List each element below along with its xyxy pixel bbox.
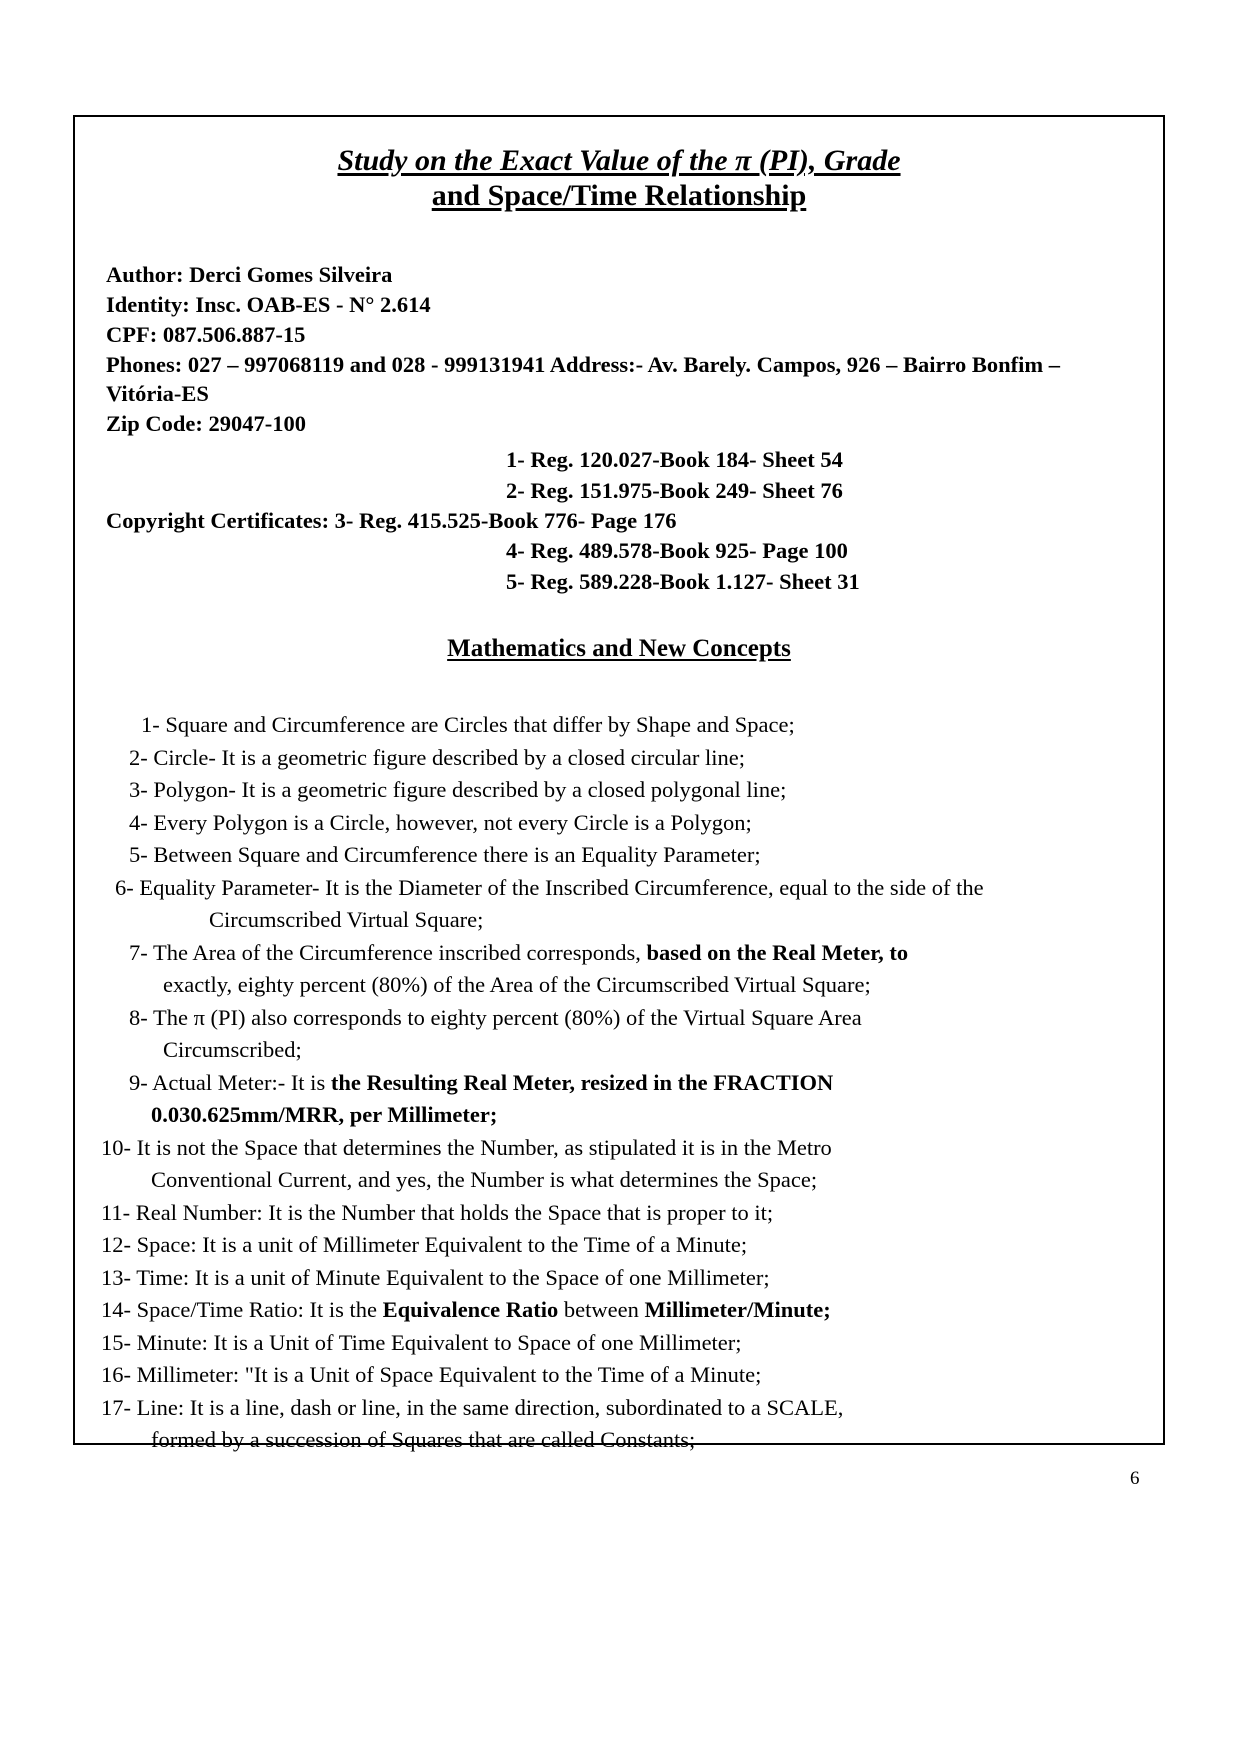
list-item-continuation: Conventional Current, and yes, the Number is what determines the Space; xyxy=(151,1167,818,1193)
list-item xyxy=(101,937,1137,969)
list-item: 10- It is not the Space that determines the Number, as stipulated it is in the Metro xyxy=(101,1134,832,1160)
list-item-emphasis: 0.030.625mm/MRR, per Millimeter; xyxy=(151,1102,498,1128)
list-item: 11- Real Number: It is the Number that holds the Space that is proper to it; xyxy=(101,1199,774,1225)
list-item-text: 7- The Area of the Circumference inscribed corresponds, xyxy=(129,939,647,965)
list-item xyxy=(101,1294,1137,1326)
document-title xyxy=(101,143,1137,214)
list-item-emphasis: Equivalence Ratio xyxy=(382,1297,559,1323)
title-line-2: and Space/Time Relationship xyxy=(431,179,807,213)
certificate-row-5: 5- Reg. 589.228-Book 1.127- Sheet 31 xyxy=(506,568,860,594)
phones-address-line: Phones: 027 – 997068119 and 028 - 999131941 Address:- Av. Barely. Campos, 926 – Bairro Bonfim – Vitória-ES xyxy=(106,351,1061,407)
certificate-row-2: 2- Reg. 151.975-Book 249- Sheet 76 xyxy=(506,477,843,503)
list-item-emphasis: based on the Real Meter, to xyxy=(646,939,909,965)
list-item-text: 14- Space/Time Ratio: It is the xyxy=(101,1297,383,1323)
copyright-certificates-block xyxy=(101,445,1137,597)
certificate-row-4: 4- Reg. 489.578-Book 925- Page 100 xyxy=(506,538,848,564)
list-item-continuation xyxy=(101,1099,1137,1131)
section-heading: Mathematics and New Concepts xyxy=(447,635,791,663)
certificate-row-1: 1- Reg. 120.027-Book 184- Sheet 54 xyxy=(506,447,843,473)
title-line-1: Study on the Exact Value of the π (PI), Grade xyxy=(337,144,901,177)
list-item-text: 9- Actual Meter:- It is xyxy=(129,1069,331,1095)
list-item: 4- Every Polygon is a Circle, however, not every Circle is a Polygon; xyxy=(129,809,752,835)
list-item: 1- Square and Circumference are Circles that differ by Shape and Space; xyxy=(141,712,795,738)
identity-line: Identity: Insc. OAB-ES - N° 2.614 xyxy=(106,291,431,317)
list-item-emphasis: the Resulting Real Meter, resized in the FRACTION xyxy=(330,1069,834,1095)
list-item xyxy=(101,1067,1137,1099)
page-content-frame xyxy=(73,115,1165,1453)
list-item: 17- Line: It is a line, dash or line, in the same direction, subordinated to a SCALE, xyxy=(101,1394,844,1420)
list-item: 2- Circle- It is a geometric figure described by a closed circular line; xyxy=(129,744,745,770)
author-info-block xyxy=(101,260,1137,440)
list-item: 8- The π (PI) also corresponds to eighty percent (80%) of the Virtual Square Area xyxy=(129,1004,862,1030)
list-item-continuation: exactly, eighty percent (80%) of the Area of the Circumscribed Virtual Square; xyxy=(163,972,871,998)
list-item: 6- Equality Parameter- It is the Diameter of the Inscribed Circumference, equal to the side of the xyxy=(115,874,984,900)
certificate-row-3: Copyright Certificates: 3- Reg. 415.525-Book 776- Page 176 xyxy=(106,508,677,534)
list-item-continuation: Circumscribed; xyxy=(163,1037,302,1063)
author-line: Author: Derci Gomes Silveira xyxy=(106,261,393,287)
list-item: 13- Time: It is a unit of Minute Equivalent to the Space of one Millimeter; xyxy=(101,1264,770,1290)
page-number: 6 xyxy=(1130,1468,1140,1489)
list-item-continuation: formed by a succession of Squares that are called Constants; xyxy=(151,1427,696,1453)
list-item: 15- Minute: It is a Unit of Time Equivalent to Space of one Millimeter; xyxy=(101,1329,742,1355)
list-item: 5- Between Square and Circumference there is an Equality Parameter; xyxy=(129,842,761,868)
concepts-list xyxy=(101,709,1137,1456)
list-item: 3- Polygon- It is a geometric figure described by a closed polygonal line; xyxy=(129,777,787,803)
zip-code-line: Zip Code: 29047-100 xyxy=(106,411,307,437)
cpf-line: CPF: 087.506.887-15 xyxy=(106,321,306,347)
list-item-emphasis: Millimeter/Minute; xyxy=(644,1297,831,1323)
list-item: 16- Millimeter: "It is a Unit of Space Equivalent to the Time of a Minute; xyxy=(101,1362,762,1388)
list-item: 12- Space: It is a unit of Millimeter Equivalent to the Time of a Minute; xyxy=(101,1232,748,1258)
list-item-continuation: Circumscribed Virtual Square; xyxy=(209,907,484,933)
list-item-text: between xyxy=(558,1297,645,1323)
